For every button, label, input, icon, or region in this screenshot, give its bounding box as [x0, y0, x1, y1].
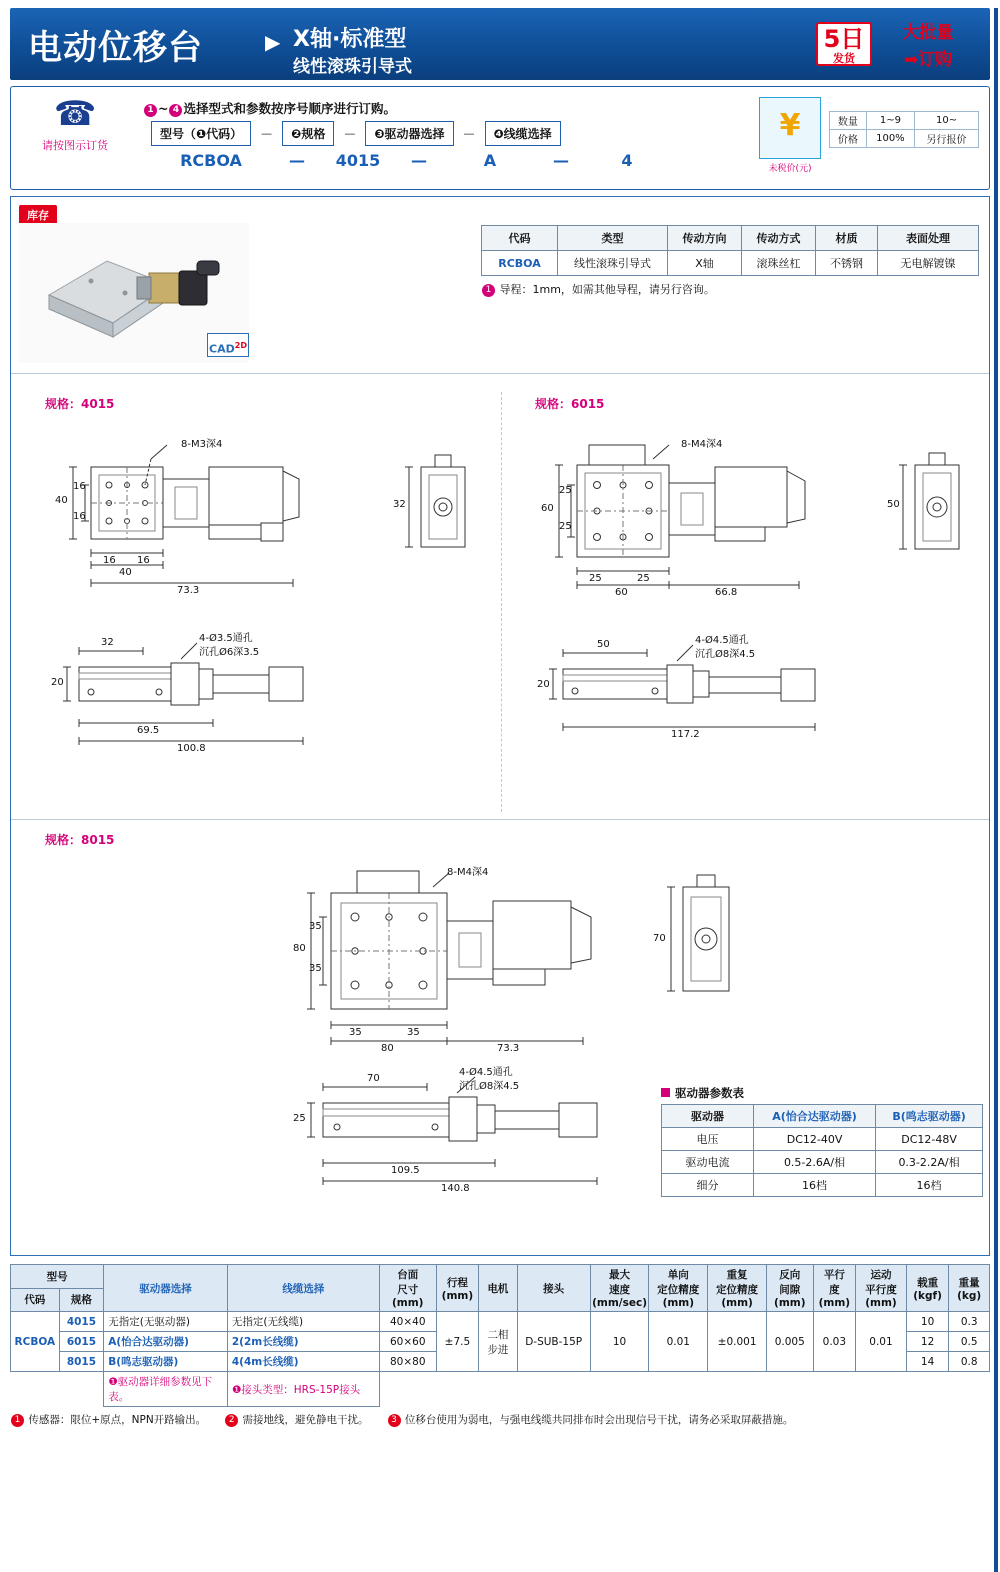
- code-td-4: 不锈钢: [816, 251, 878, 276]
- footnote-3-text: 位移台使用为弱电，与强电线缆共同排布时会出现信号干扰，请务必采取屏蔽措施。: [404, 1414, 794, 1426]
- spec-tablesize-6015: 60×60: [379, 1332, 436, 1352]
- yen-icon-box: [759, 97, 821, 159]
- order-note-mark-1: 1: [144, 104, 157, 117]
- dim-6015-50: 50: [597, 639, 610, 650]
- dim-4015-thread: 8-M3深4: [181, 439, 223, 450]
- spec-model-code: RCBOA: [11, 1312, 60, 1372]
- divider-vertical: [501, 392, 502, 812]
- spec-driver-opt-1: A(怡合达驱动器): [104, 1332, 228, 1352]
- code-td-1: 线性滚珠引导式: [558, 251, 668, 276]
- spec-th-code: 代码: [11, 1288, 60, 1312]
- drawing-4015-svg: [31, 437, 491, 807]
- spec-th-maxspeed: 最大 速度 (mm/sec): [590, 1265, 649, 1312]
- cad-badge-label: CAD: [209, 342, 235, 356]
- badge-5day-shipping: [816, 22, 872, 66]
- code-th-5: 表面处理: [878, 226, 979, 251]
- order-code-driver: A: [483, 151, 497, 170]
- main-content-box: [10, 196, 990, 1256]
- drawing-6015: [519, 437, 985, 807]
- spec-load-6015: 12: [906, 1332, 949, 1352]
- price-row-qty: [830, 112, 979, 130]
- spec-label-8015: 规格：8015: [45, 833, 115, 847]
- spec-th-weight: 重量 (kg): [949, 1265, 990, 1312]
- dim-4015-40b: 40: [119, 567, 132, 578]
- badge-5day-label: 发货: [833, 52, 855, 65]
- footnote-2-text: 需接地线，避免静电干扰。: [242, 1414, 369, 1426]
- spec-cable-opt-0: 无指定(无线缆): [227, 1312, 379, 1332]
- spec-cable-opt-1: 2(2m长线缆): [227, 1332, 379, 1352]
- dim-4015-hole1: 4-Ø3.5通孔: [199, 633, 253, 644]
- spec-size-6015: 6015: [59, 1332, 104, 1352]
- yen-caption: 未税价(元): [768, 164, 812, 174]
- spec-weight-6015: 0.5: [949, 1332, 990, 1352]
- dim-6015-60a: 60: [541, 503, 554, 514]
- dim-6015-20: 20: [537, 679, 550, 690]
- spec-maxspeed: 10: [590, 1312, 649, 1372]
- spec-th-backlash: 反向 间隙 (mm): [766, 1265, 813, 1312]
- price-price-2: 另行报价: [915, 130, 979, 148]
- code-th-4: 材质: [816, 226, 878, 251]
- divider-mid: [11, 819, 989, 820]
- dim-6015-25a: 25: [559, 485, 572, 496]
- dim-6015-668: 66.8: [715, 587, 738, 598]
- spec-th-connector: 接头: [517, 1265, 590, 1312]
- driver-th-0: 驱动器: [662, 1105, 754, 1128]
- dim-8015-35a: 35: [309, 921, 322, 932]
- driver-voltage-label: 电压: [662, 1128, 754, 1151]
- dim-8015-hole2: 沉孔Ø8深4.5: [459, 1081, 520, 1092]
- code-note-text: 导程：1mm，如需其他导程，请另行咨询。: [499, 283, 715, 296]
- yen-icon: ¥: [779, 108, 801, 143]
- spec-header-row-1: [11, 1265, 990, 1289]
- page-root: [0, 8, 1000, 1572]
- spec-th-motor: 电机: [479, 1265, 518, 1312]
- spec-th-model: 型号: [11, 1265, 104, 1289]
- order-note-text: 选择型式和参数按序号顺序进行订购。: [183, 101, 396, 116]
- spec-th-repacc: 重复 定位精度 (mm): [708, 1265, 767, 1312]
- badge-5day-value: 5日: [823, 25, 865, 53]
- dim-8015-70: 70: [367, 1073, 380, 1084]
- subtitle-primary: X轴·标准型: [293, 27, 407, 52]
- spec-th-uniacc: 单向 定位精度 (mm): [649, 1265, 708, 1312]
- order-dash-2: —: [344, 127, 356, 140]
- driver-param-title: [661, 1085, 983, 1101]
- driver-param-block: [661, 1085, 983, 1197]
- spec-repacc: ±0.001: [708, 1312, 767, 1372]
- footnote-1-mark: 1: [11, 1414, 24, 1427]
- cad-badge-2d: 2D: [234, 341, 247, 350]
- dim-4015-16d: 16: [137, 555, 150, 566]
- spec-th-driver: 驱动器选择: [104, 1265, 228, 1312]
- spec-tablesize-8015: 80×80: [379, 1352, 436, 1372]
- spec-driver-opt-2: B(鸣志驱动器): [104, 1352, 228, 1372]
- dim-6015-50side: 50: [887, 499, 900, 510]
- divider-photo: [11, 373, 989, 374]
- dim-4015-695: 69.5: [137, 725, 160, 736]
- page-title: 电动位移台: [28, 28, 203, 68]
- dim-6015-25c: 25: [589, 573, 602, 584]
- spec-cable-note: ❶接头类型：HRS-15P接头: [227, 1372, 379, 1407]
- page-edge-bar: [994, 8, 998, 1572]
- order-code-dash-2: —: [411, 151, 427, 170]
- dim-6015-25b: 25: [559, 521, 572, 532]
- price-block: [759, 95, 979, 181]
- dim-4015-32: 32: [101, 637, 114, 648]
- order-code-size: 4015: [335, 151, 381, 170]
- dim-4015-40a: 40: [55, 495, 68, 506]
- spec-th-stroke: 行程 (mm): [436, 1265, 479, 1312]
- spec-weight-4015: 0.3: [949, 1312, 990, 1332]
- price-price-label: 价格: [830, 130, 867, 148]
- spec-th-motionparallel: 运动 平行度 (mm): [856, 1265, 907, 1312]
- order-code-dash-3: —: [553, 151, 569, 170]
- order-field-size: ❷规格: [282, 121, 334, 146]
- dim-4015-20: 20: [51, 677, 64, 688]
- driver-th-2: B(鸣志驱动器): [876, 1105, 983, 1128]
- spec-motionparallel: 0.01: [856, 1312, 907, 1372]
- dim-6015-hole2: 沉孔Ø8深4.5: [695, 649, 756, 660]
- dim-8015-hole1: 4-Ø4.5通孔: [459, 1067, 513, 1078]
- dim-4015-32side: 32: [393, 499, 406, 510]
- spec-load-8015: 14: [906, 1352, 949, 1372]
- dim-8015-35b: 35: [309, 963, 322, 974]
- order-note: [143, 99, 396, 117]
- title-arrow-icon: ▶: [265, 30, 281, 54]
- spec-load-4015: 10: [906, 1312, 949, 1332]
- spec-size-8015: 8015: [59, 1352, 104, 1372]
- spec-stroke: ±7.5: [436, 1312, 479, 1372]
- driver-param-title-text: 驱动器参数表: [675, 1086, 744, 1100]
- footnote-3-mark: 3: [388, 1414, 401, 1427]
- price-table: [829, 111, 979, 148]
- dim-8015-733: 73.3: [497, 1043, 520, 1054]
- dim-8015-25: 25: [293, 1113, 306, 1124]
- dim-8015-1095: 109.5: [391, 1165, 420, 1176]
- code-th-0: 代码: [482, 226, 558, 251]
- spec-driver-opt-0: 无指定(无驱动器): [104, 1312, 228, 1332]
- code-td-5: 无电解镀镍: [878, 251, 979, 276]
- drawing-6015-svg: [519, 437, 985, 807]
- dim-4015-16a: 16: [73, 481, 86, 492]
- code-table-header-row: [482, 226, 979, 251]
- driver-voltage-b: DC12-48V: [876, 1128, 983, 1151]
- badge-bulk-line1: 大批量: [902, 23, 954, 43]
- order-code-row: [151, 151, 667, 170]
- spec-label-4015: 规格：4015: [45, 397, 115, 411]
- price-qty-label: 数量: [830, 112, 867, 130]
- spec-th-parallel: 平行 度 (mm): [813, 1265, 856, 1312]
- dim-6015-60b: 60: [615, 587, 628, 598]
- dim-4015-16b: 16: [73, 511, 86, 522]
- dim-8015-35c: 35: [349, 1027, 362, 1038]
- driver-current-a: 0.5-2.6A/相: [754, 1151, 876, 1174]
- order-instruction-box: [10, 86, 990, 190]
- driver-microstep-a: 16档: [754, 1174, 876, 1197]
- dim-8015-80a: 80: [293, 943, 306, 954]
- spec-motor: 二相 步进: [479, 1312, 518, 1372]
- spec-driver-note: ❶驱动器详细参数见下表。: [104, 1372, 228, 1407]
- dim-8015-70side: 70: [653, 933, 666, 944]
- dim-6015-hole1: 4-Ø4.5通孔: [695, 635, 749, 646]
- footnote-1: [10, 1412, 206, 1427]
- code-th-2: 传动方向: [668, 226, 742, 251]
- driver-current-b: 0.3-2.2A/相: [876, 1151, 983, 1174]
- dim-8015-35d: 35: [407, 1027, 420, 1038]
- order-dash-1: —: [261, 127, 273, 140]
- code-table-row: [482, 251, 979, 276]
- order-code-model: RCBOA: [180, 151, 242, 170]
- price-price-1: 100%: [866, 130, 914, 148]
- dim-8015-1408: 140.8: [441, 1183, 470, 1194]
- spec-label-6015: 规格：6015: [535, 397, 605, 411]
- spec-th-tablesize: 台面 尺寸 (mm): [379, 1265, 436, 1312]
- specification-table: [10, 1264, 990, 1407]
- phone-order-icon-group: [21, 94, 129, 153]
- driver-row-microstep: [662, 1174, 983, 1197]
- square-bullet-icon: [661, 1088, 670, 1097]
- order-note-mid: ~: [158, 101, 169, 116]
- price-qty-2: 10~: [915, 112, 979, 130]
- driver-row-current: [662, 1151, 983, 1174]
- footnote-2: [224, 1412, 368, 1427]
- footnote-1-text: 传感器：限位+原点，NPN开路输出。: [28, 1414, 207, 1426]
- spec-tablesize-4015: 40×40: [379, 1312, 436, 1332]
- driver-param-table: [661, 1104, 983, 1197]
- code-td-2: X轴: [668, 251, 742, 276]
- dim-4015-733: 73.3: [177, 585, 200, 596]
- order-note-mark-4: 4: [169, 104, 182, 117]
- order-dash-3: —: [463, 127, 475, 140]
- dim-4015-16c: 16: [103, 555, 116, 566]
- dim-4015-1008: 100.8: [177, 743, 206, 754]
- spec-backlash: 0.005: [766, 1312, 813, 1372]
- driver-th-1: A(怡合达驱动器): [754, 1105, 876, 1128]
- code-td-0: RCBOA: [482, 251, 558, 276]
- spec-connector: D-SUB-15P: [517, 1312, 590, 1372]
- drawing-4015: [31, 437, 491, 807]
- badge-bulk-line2: ➡订购: [903, 50, 953, 70]
- phone-order-caption: 请按图示订货: [42, 139, 108, 152]
- price-qty-1: 1~9: [866, 112, 914, 130]
- code-note-mark: 1: [482, 284, 495, 297]
- dim-8015-80b: 80: [381, 1043, 394, 1054]
- driver-current-label: 驱动电流: [662, 1151, 754, 1174]
- subtitle-secondary: 线性滚珠引导式: [293, 57, 412, 77]
- order-field-model: 型号（❶代码）: [151, 121, 251, 146]
- spec-th-size: 规格: [59, 1288, 104, 1312]
- footnote-3: [387, 1412, 794, 1427]
- order-field-row: [151, 121, 561, 146]
- code-th-1: 类型: [558, 226, 668, 251]
- spec-th-cable: 线缆选择: [227, 1265, 379, 1312]
- dim-6015-thread: 8-M4深4: [681, 439, 723, 450]
- dim-8015-thread: 8-M4深4: [447, 867, 489, 878]
- driver-microstep-label: 细分: [662, 1174, 754, 1197]
- spec-weight-8015: 0.8: [949, 1352, 990, 1372]
- spec-row-4015: [11, 1312, 990, 1332]
- driver-header-row: [662, 1105, 983, 1128]
- code-type-table: [481, 225, 979, 276]
- spec-size-4015: 4015: [59, 1312, 104, 1332]
- badge-bulk-order: [880, 18, 976, 70]
- page-header: [10, 8, 990, 80]
- dim-6015-25d: 25: [637, 573, 650, 584]
- dim-4015-hole2: 沉孔Ø6深3.5: [199, 647, 260, 658]
- spec-uniacc: 0.01: [649, 1312, 708, 1372]
- code-note: [481, 281, 715, 297]
- stock-badge: 库存: [19, 205, 57, 225]
- spec-row-notes: [11, 1372, 990, 1407]
- order-code-cable: 4: [621, 151, 633, 170]
- phone-icon: ☎: [53, 94, 97, 134]
- code-th-3: 传动方式: [742, 226, 816, 251]
- order-field-cable: ❹线缆选择: [485, 121, 561, 146]
- spec-th-load: 载重 (kgf): [906, 1265, 949, 1312]
- price-row-price: [830, 130, 979, 148]
- spec-parallel: 0.03: [813, 1312, 856, 1372]
- driver-microstep-b: 16档: [876, 1174, 983, 1197]
- code-td-3: 滚珠丝杠: [742, 251, 816, 276]
- dim-6015-1172: 117.2: [671, 729, 700, 740]
- cad-badge[interactable]: [207, 333, 249, 357]
- footnotes: [10, 1412, 990, 1427]
- driver-voltage-a: DC12-40V: [754, 1128, 876, 1151]
- order-field-driver: ❸驱动器选择: [365, 121, 453, 146]
- driver-row-voltage: [662, 1128, 983, 1151]
- spec-cable-opt-2: 4(4m长线缆): [227, 1352, 379, 1372]
- order-code-dash-1: —: [289, 151, 305, 170]
- footnote-2-mark: 2: [225, 1414, 238, 1427]
